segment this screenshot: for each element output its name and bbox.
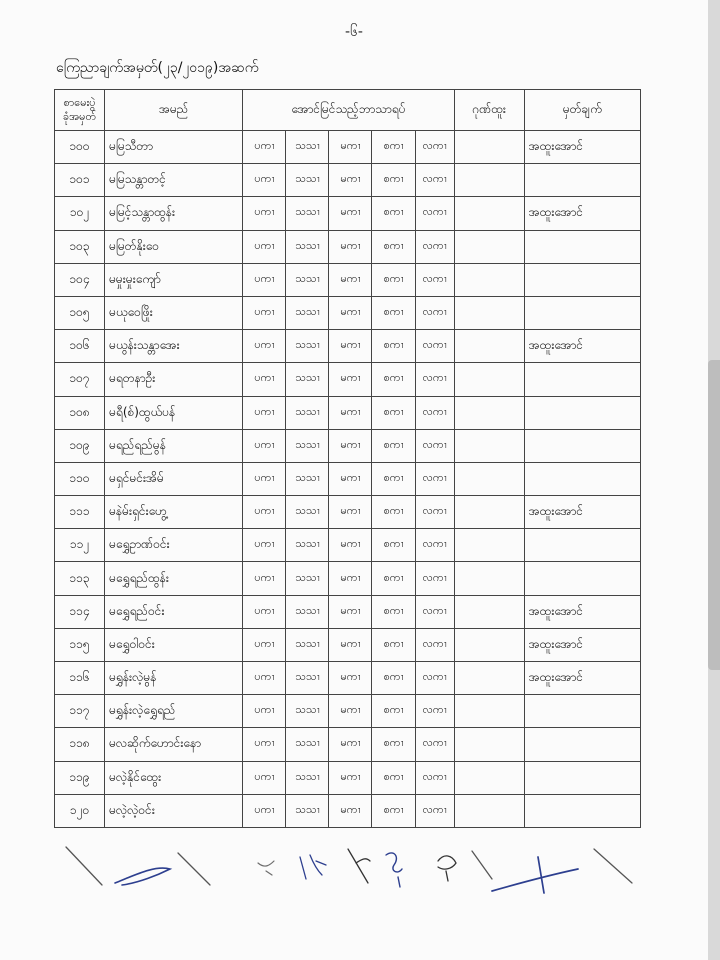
subject-cell: မကၢ — [329, 794, 372, 827]
table-row — [55, 131, 641, 164]
subject-cell: စကၢ — [372, 230, 415, 263]
table-row — [55, 396, 641, 429]
subject-cell: စကၢ — [372, 728, 415, 761]
subject-cell: ပကၢ — [243, 429, 286, 462]
subject-cell: မကၢ — [329, 496, 372, 529]
subject-cell: လကၢ — [415, 794, 454, 827]
remark-cell — [524, 429, 640, 462]
subject-cell: လကၢ — [415, 330, 454, 363]
distinction-cell — [454, 429, 524, 462]
roll-number-cell: ၁၁၁ — [55, 496, 105, 529]
roll-number-cell: ၁၂၀ — [55, 794, 105, 827]
table-row — [55, 595, 641, 628]
table-header-row — [55, 90, 641, 131]
subject-cell: စကၢ — [372, 496, 415, 529]
subject-cell: သသၢ — [286, 263, 329, 296]
distinction-cell — [454, 794, 524, 827]
table-row — [55, 496, 641, 529]
subject-cell: သသၢ — [286, 429, 329, 462]
subject-cell: သသၢ — [286, 164, 329, 197]
remark-cell: အထူးအောင် — [524, 496, 640, 529]
subject-cell: သသၢ — [286, 728, 329, 761]
distinction-cell — [454, 628, 524, 661]
roll-number-cell: ၁၀၅ — [55, 296, 105, 329]
subject-cell: မကၢ — [329, 131, 372, 164]
subject-cell: မကၢ — [329, 695, 372, 728]
subject-cell: စကၢ — [372, 794, 415, 827]
remark-cell — [524, 396, 640, 429]
table-row — [55, 462, 641, 495]
subject-cell: ပကၢ — [243, 131, 286, 164]
subject-cell: မကၢ — [329, 595, 372, 628]
distinction-cell — [454, 131, 524, 164]
name-cell: မရွှေဝါဝင်း — [105, 628, 243, 661]
name-cell: မရည်ရည်မွန် — [105, 429, 243, 462]
signature-mark-1 — [115, 868, 170, 885]
name-cell: မရီ(စ်)ထွယ်ပန် — [105, 396, 243, 429]
remark-cell — [524, 296, 640, 329]
signature-mark-7 — [492, 857, 578, 893]
subject-cell: ပကၢ — [243, 595, 286, 628]
subject-cell: လကၢ — [415, 131, 454, 164]
subject-cell: စကၢ — [372, 595, 415, 628]
roll-number-cell: ၁၁၅ — [55, 628, 105, 661]
subject-cell: စကၢ — [372, 263, 415, 296]
header-distinction: ဂုဏ်ထူး — [454, 90, 524, 131]
subject-cell: လကၢ — [415, 164, 454, 197]
subject-cell: သသၢ — [286, 595, 329, 628]
subject-cell: မကၢ — [329, 164, 372, 197]
subject-cell: စကၢ — [372, 462, 415, 495]
subject-cell: စကၢ — [372, 662, 415, 695]
name-cell: မရွှန်းလဲ့ရွှေရည် — [105, 695, 243, 728]
subject-cell: ပကၢ — [243, 695, 286, 728]
remark-cell — [524, 695, 640, 728]
roll-number-cell: ၁၀၆ — [55, 330, 105, 363]
page-number: -၆- — [345, 24, 363, 40]
subject-cell: မကၢ — [329, 728, 372, 761]
subject-cell: သသၢ — [286, 794, 329, 827]
roll-number-cell: ၁၁၄ — [55, 595, 105, 628]
subject-cell: ပကၢ — [243, 496, 286, 529]
signature-stroke-2 — [178, 853, 210, 885]
roll-number-cell: ၁၀၂ — [55, 197, 105, 230]
name-cell: မရွှန်းလဲ့မွန် — [105, 662, 243, 695]
distinction-cell — [454, 296, 524, 329]
subject-cell: စကၢ — [372, 529, 415, 562]
subject-cell: စကၢ — [372, 761, 415, 794]
distinction-cell — [454, 164, 524, 197]
roll-number-cell: ၁၁၀ — [55, 462, 105, 495]
remark-cell — [524, 761, 640, 794]
table-row — [55, 197, 641, 230]
subject-cell: စကၢ — [372, 164, 415, 197]
roll-number-cell: ၁၁၉ — [55, 761, 105, 794]
subject-cell: လကၢ — [415, 761, 454, 794]
distinction-cell — [454, 462, 524, 495]
table-row — [55, 330, 641, 363]
subject-cell: ပကၢ — [243, 562, 286, 595]
subject-cell: ပကၢ — [243, 396, 286, 429]
subject-cell: မကၢ — [329, 562, 372, 595]
header-name: အမည် — [105, 90, 243, 131]
remark-cell: အထူးအောင် — [524, 330, 640, 363]
distinction-cell — [454, 496, 524, 529]
distinction-cell — [454, 363, 524, 396]
signature-stroke-3 — [472, 851, 492, 879]
name-cell: မလဲ့နိုင်ထွေး — [105, 761, 243, 794]
remark-cell — [524, 164, 640, 197]
subject-cell: သသၢ — [286, 628, 329, 661]
subject-cell: ပကၢ — [243, 197, 286, 230]
name-cell: မလဆိုက်ဟောင်းနော — [105, 728, 243, 761]
table-row — [55, 363, 641, 396]
subject-cell: သသၢ — [286, 396, 329, 429]
subject-cell: သသၢ — [286, 230, 329, 263]
signature-mark-5 — [386, 853, 402, 887]
subject-cell: ပကၢ — [243, 330, 286, 363]
remark-cell — [524, 562, 640, 595]
distinction-cell — [454, 562, 524, 595]
distinction-cell — [454, 230, 524, 263]
name-cell: မရှင်မင်းအိမ် — [105, 462, 243, 495]
remark-cell — [524, 728, 640, 761]
subject-cell: လကၢ — [415, 197, 454, 230]
subject-cell: မကၢ — [329, 363, 372, 396]
name-cell: မရွှေရည်ထွန်း — [105, 562, 243, 595]
subject-cell: စကၢ — [372, 396, 415, 429]
subject-cell: လကၢ — [415, 363, 454, 396]
subject-cell: စကၢ — [372, 562, 415, 595]
subject-cell: ပကၢ — [243, 462, 286, 495]
subject-cell: လကၢ — [415, 562, 454, 595]
table-row — [55, 662, 641, 695]
table-row — [55, 728, 641, 761]
subject-cell: ပကၢ — [243, 296, 286, 329]
table-row — [55, 529, 641, 562]
subject-cell: သသၢ — [286, 662, 329, 695]
subject-cell: လကၢ — [415, 628, 454, 661]
distinction-cell — [454, 330, 524, 363]
subject-cell: မကၢ — [329, 296, 372, 329]
subject-cell: လကၢ — [415, 230, 454, 263]
subject-cell: မကၢ — [329, 396, 372, 429]
subject-cell: စကၢ — [372, 296, 415, 329]
subject-cell: ပကၢ — [243, 230, 286, 263]
roll-number-cell: ၁၁၇ — [55, 695, 105, 728]
subject-cell: သသၢ — [286, 330, 329, 363]
page-heading: ကြေညာချက်အမှတ်(၂၃/၂၀၁၉)အဆက် — [56, 60, 259, 76]
name-cell: မရွှေရည်ဝင်း — [105, 595, 243, 628]
name-cell: မလဲ့လဲ့ဝင်း — [105, 794, 243, 827]
roll-number-cell: ၁၁၂ — [55, 529, 105, 562]
subject-cell: သသၢ — [286, 197, 329, 230]
name-cell: မရွှေဥာဏ်ဝင်း — [105, 529, 243, 562]
subject-cell: လကၢ — [415, 296, 454, 329]
signature-mark-2 — [258, 861, 274, 875]
subject-cell: သသၢ — [286, 363, 329, 396]
signature-mark-4 — [348, 849, 370, 883]
signature-stroke-1 — [66, 847, 102, 885]
name-cell: မနဲမ်းရှင်းဟွေ့ — [105, 496, 243, 529]
subject-cell: ပကၢ — [243, 662, 286, 695]
subject-cell: ပကၢ — [243, 761, 286, 794]
subject-cell: စကၢ — [372, 695, 415, 728]
table-row — [55, 230, 641, 263]
name-cell: မယွန်းသန္တာအေး — [105, 330, 243, 363]
distinction-cell — [454, 695, 524, 728]
subject-cell: ပကၢ — [243, 263, 286, 296]
header-roll-no: စာမေးပွဲ ခုံအမှတ် — [55, 90, 105, 131]
subject-cell: လကၢ — [415, 695, 454, 728]
subject-cell: မကၢ — [329, 429, 372, 462]
distinction-cell — [454, 263, 524, 296]
distinction-cell — [454, 662, 524, 695]
name-cell: မမြသီတာ — [105, 131, 243, 164]
remark-cell: အထူးအောင် — [524, 197, 640, 230]
subject-cell: မကၢ — [329, 230, 372, 263]
subject-cell: သသၢ — [286, 496, 329, 529]
roll-number-cell: ၁၀၈ — [55, 396, 105, 429]
roll-number-cell: ၁၁၆ — [55, 662, 105, 695]
table-row — [55, 695, 641, 728]
subject-cell: လကၢ — [415, 728, 454, 761]
subject-cell: မကၢ — [329, 330, 372, 363]
subject-cell: မကၢ — [329, 628, 372, 661]
subject-cell: စကၢ — [372, 197, 415, 230]
table-row — [55, 761, 641, 794]
name-cell: မယုဝေဖြိုး — [105, 296, 243, 329]
subject-cell: စကၢ — [372, 363, 415, 396]
table-row — [55, 296, 641, 329]
roll-number-cell: ၁၀၀ — [55, 131, 105, 164]
distinction-cell — [454, 728, 524, 761]
subject-cell: ပကၢ — [243, 794, 286, 827]
subject-cell: ပကၢ — [243, 529, 286, 562]
signature-mark-3 — [300, 855, 326, 879]
name-cell: မမြင့်သန္တာထွန်း — [105, 197, 243, 230]
subject-cell: လကၢ — [415, 529, 454, 562]
subject-cell: ပကၢ — [243, 628, 286, 661]
name-cell: မမှုးမှုးကျော် — [105, 263, 243, 296]
subject-cell: မကၢ — [329, 263, 372, 296]
signature-stroke-4 — [594, 849, 632, 883]
table-row — [55, 562, 641, 595]
subject-cell: မကၢ — [329, 662, 372, 695]
table-row — [55, 263, 641, 296]
distinction-cell — [454, 529, 524, 562]
subject-cell: လကၢ — [415, 496, 454, 529]
subject-cell: လကၢ — [415, 263, 454, 296]
roll-number-cell: ၁၁၃ — [55, 562, 105, 595]
subject-cell: မကၢ — [329, 197, 372, 230]
subject-cell: စကၢ — [372, 429, 415, 462]
subject-cell: စကၢ — [372, 330, 415, 363]
remark-cell — [524, 529, 640, 562]
remark-cell: အထူးအောင် — [524, 131, 640, 164]
remark-cell — [524, 230, 640, 263]
remark-cell: အထူးအောင် — [524, 628, 640, 661]
name-cell: မမြတ်နိုးဝေ — [105, 230, 243, 263]
subject-cell: သသၢ — [286, 296, 329, 329]
roll-number-cell: ၁၀၁ — [55, 164, 105, 197]
subject-cell: လကၢ — [415, 595, 454, 628]
distinction-cell — [454, 396, 524, 429]
subject-cell: သသၢ — [286, 695, 329, 728]
subject-cell: လကၢ — [415, 662, 454, 695]
results-table — [54, 89, 641, 828]
remark-cell: အထူးအောင် — [524, 662, 640, 695]
subject-cell: လကၢ — [415, 396, 454, 429]
subject-cell: ပကၢ — [243, 363, 286, 396]
header-remark: မှတ်ချက် — [524, 90, 640, 131]
subject-cell: လကၢ — [415, 462, 454, 495]
distinction-cell — [454, 761, 524, 794]
subject-cell: မကၢ — [329, 462, 372, 495]
header-subjects: အောင်မြင်သည့်ဘာသာရပ် — [243, 90, 454, 131]
remark-cell: အထူးအောင် — [524, 595, 640, 628]
remark-cell — [524, 263, 640, 296]
subject-cell: ပကၢ — [243, 164, 286, 197]
name-cell: မရတနာဦး — [105, 363, 243, 396]
name-cell: မမြသန္တာတင့် — [105, 164, 243, 197]
table-row — [55, 794, 641, 827]
distinction-cell — [454, 595, 524, 628]
subject-cell: သသၢ — [286, 761, 329, 794]
table-row — [55, 628, 641, 661]
roll-number-cell: ၁၀၇ — [55, 363, 105, 396]
signature-area — [60, 835, 640, 905]
subject-cell: စကၢ — [372, 628, 415, 661]
roll-number-cell: ၁၁၈ — [55, 728, 105, 761]
remark-cell — [524, 462, 640, 495]
subject-cell: မကၢ — [329, 529, 372, 562]
subject-cell: သသၢ — [286, 462, 329, 495]
subject-cell: စကၢ — [372, 131, 415, 164]
roll-number-cell: ၁၀၄ — [55, 263, 105, 296]
subject-cell: သသၢ — [286, 562, 329, 595]
subject-cell: မကၢ — [329, 761, 372, 794]
subject-cell: သသၢ — [286, 131, 329, 164]
roll-number-cell: ၁၀၉ — [55, 429, 105, 462]
scrollbar-thumb[interactable] — [708, 360, 720, 670]
remark-cell — [524, 363, 640, 396]
distinction-cell — [454, 197, 524, 230]
remark-cell — [524, 794, 640, 827]
table-row — [55, 164, 641, 197]
roll-number-cell: ၁၀၃ — [55, 230, 105, 263]
signature-mark-6 — [438, 856, 456, 881]
table-row — [55, 429, 641, 462]
subject-cell: သသၢ — [286, 529, 329, 562]
subject-cell: လကၢ — [415, 429, 454, 462]
subject-cell: ပကၢ — [243, 728, 286, 761]
